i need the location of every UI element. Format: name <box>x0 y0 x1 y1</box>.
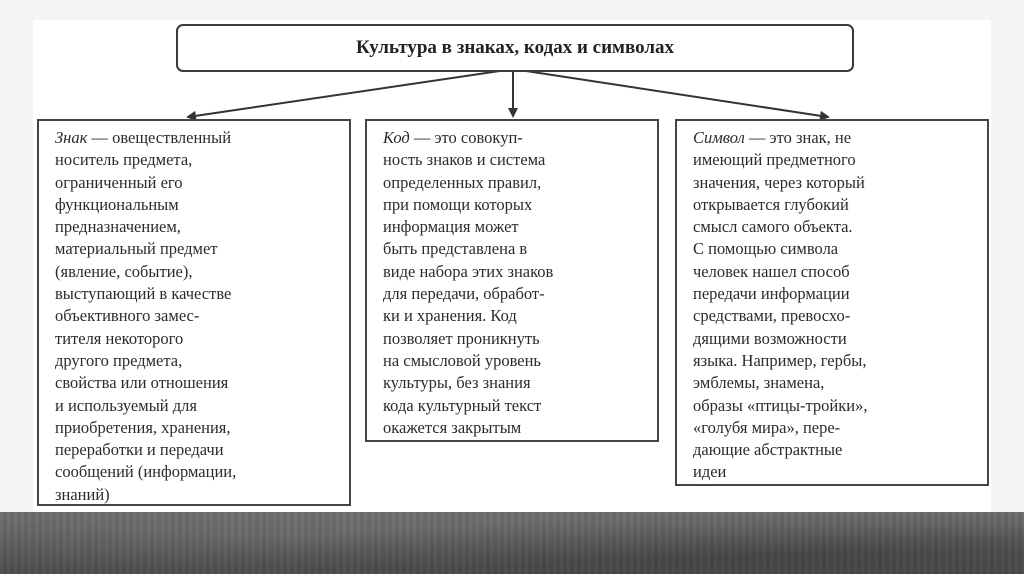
box-line: знаний) <box>55 484 110 504</box>
box-line: ки и хранения. Код <box>383 306 517 326</box>
box-line: приобретения, хранения, <box>55 417 231 437</box>
box-line: передачи информации <box>693 284 850 304</box>
box-line: идеи <box>693 462 727 482</box>
diagram-title <box>176 24 854 72</box>
box-line: дающие абстрактные <box>693 440 843 460</box>
box-line: и используемый для <box>55 395 197 415</box>
box-line: человек нашел способ <box>693 261 850 281</box>
box-line: сообщений (информации, <box>55 462 237 482</box>
box-line: свойства или отношения <box>55 373 229 393</box>
floor-texture <box>0 512 1024 574</box>
box-line: Знак — овеществленный <box>55 128 232 147</box>
box-line: средствами, превосхо- <box>693 306 851 326</box>
box-line: кода культурный текст <box>383 395 542 415</box>
box-line: объективного замес- <box>55 306 200 326</box>
box-line: Символ — это знак, не <box>693 128 852 147</box>
box-line: виде набора этих знаков <box>383 261 554 281</box>
box-line: информация может <box>383 217 519 237</box>
box-line: выступающий в качестве <box>55 284 232 304</box>
box-line: для передачи, обработ- <box>383 284 545 304</box>
box-line: ность знаков и система <box>383 150 546 170</box>
box-line: значения, через который <box>693 172 865 192</box>
box-line: эмблемы, знамена, <box>693 373 825 393</box>
box-line: материальный предмет <box>55 239 218 259</box>
box-line: переработки и передачи <box>55 440 224 460</box>
box-line: на смысловой уровень <box>383 350 541 370</box>
box-line: языка. Например, гербы, <box>693 350 867 370</box>
box-line: определенных правил, <box>383 172 542 192</box>
box-line: смысл самого объекта. <box>693 217 853 237</box>
box-line: другого предмета, <box>55 350 183 370</box>
box-line: имеющий предметного <box>693 150 856 170</box>
box-line: позволяет проникнуть <box>383 328 540 348</box>
term-simvol: Символ <box>693 128 745 147</box>
box-line: быть представлена в <box>383 239 528 259</box>
term-znak: Знак <box>55 128 88 147</box>
box-line: культуры, без знания <box>383 373 531 393</box>
box-line: С помощью символа <box>693 239 839 259</box>
box-line: Код — это совокуп- <box>383 128 523 147</box>
box-line: (явление, событие), <box>55 261 193 281</box>
box-line: окажется закрытым <box>383 417 522 437</box>
box-simvol <box>675 119 989 486</box>
box-line: при помощи которых <box>383 194 533 214</box>
box-line: носитель предмета, <box>55 150 193 170</box>
box-line: образы «птицы-тройки», <box>693 395 868 415</box>
box-line: функциональным <box>55 194 179 214</box>
box-line: ограниченный его <box>55 172 183 192</box>
box-line: дящими возможности <box>693 328 847 348</box>
box-znak <box>37 119 351 506</box>
box-line: открывается глубокий <box>693 194 849 214</box>
term-kod: Код <box>383 128 410 147</box>
box-line: «голубя мира», пере- <box>693 417 841 437</box>
box-line: тителя некоторого <box>55 328 184 348</box>
diagram-title-text: Культура в знаках, кодах и символах <box>355 37 675 58</box>
box-line: предназначением, <box>55 217 181 237</box>
box-kod <box>365 119 659 442</box>
